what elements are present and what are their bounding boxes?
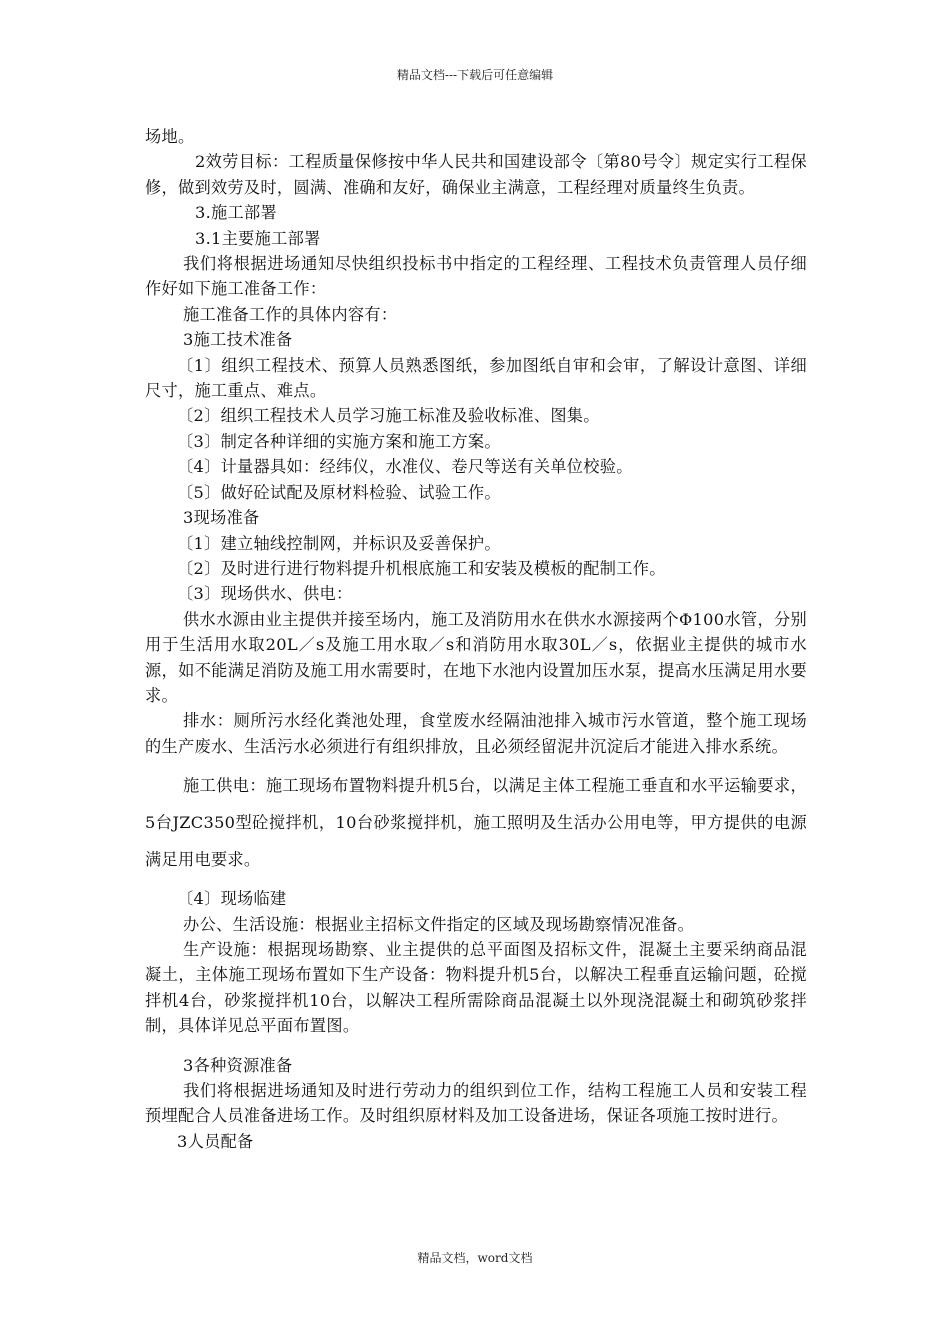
document-body	[145, 124, 807, 1154]
paragraph: 场地。	[145, 127, 195, 146]
page-footer: 精品文档，word文档	[417, 1251, 533, 1265]
list-item: 〔3〕制定各种详细的实施方案和施工方案。	[177, 431, 501, 451]
paragraph: 施工供电：施工现场布置物料提升机5台，以满足主体工程施工垂直和水平运输要求，5台JZC350型砼搅拌机，10台砂浆搅拌机，施工照明及生活办公用电等，甲方提供的电源满足用电要求。	[145, 776, 807, 870]
paragraph: 排水：厕所污水经化粪池处理，食堂废水经隔油池排入城市污水管道，整个施工现场的生产废水、生活污水必须进行有组织排放，且必须经留泥井沉淀后才能进入排水系统。	[145, 711, 807, 756]
section-heading: 3.1主要施工部署	[195, 228, 321, 248]
paragraph: 施工准备工作的具体内容有：	[183, 304, 398, 324]
section-heading: 〔4〕现场临建	[177, 889, 287, 909]
paragraph: 我们将根据进场通知尽快组织投标书中指定的工程经理、工程技术负责管理人员仔细作好如下施工准备工作：	[145, 254, 807, 299]
paragraph: 供水水源由业主提供并接至场内，施工及消防用水在供水水源接两个Φ100水管，分别用于生活用水取20L／s及施工用水取／s和消防用水取30L／s，依据业主提供的城市水源，如不能满足消防及施工用水需要时，在地下水池内设置加压水泵，提高水压满足用水要求。	[145, 609, 807, 705]
list-item: 〔4〕计量器具如：经纬仪，水准仪、卷尺等送有关单位校验。	[177, 457, 633, 477]
list-item: 〔5〕做好砼试配及原材料检验、试验工作。	[177, 482, 501, 502]
section-heading: 3各种资源准备	[183, 1055, 293, 1075]
page-header: 精品文档---下载后可任意编辑	[396, 68, 554, 82]
section-heading: 3.施工部署	[195, 203, 277, 223]
list-item: 〔1〕建立轴线控制网，并标识及妥善保护。	[177, 533, 501, 553]
section-heading: 3施工技术准备	[183, 330, 293, 350]
paragraph: 生产设施：根据现场勘察、业主提供的总平面图及招标文件，混凝土主要采纳商品混凝土，主体施工现场布置如下生产设备：物料提升机5台，以解决工程垂直运输问题，砼搅拌机4台，砂浆搅拌机10台，以解决工程所需除商品混凝土以外现浇混凝土和砌筑砂浆拌制，具体详见总平面布置图。	[145, 939, 807, 1036]
list-item: 〔3〕现场供水、供电：	[177, 584, 353, 604]
section-heading: 3现场准备	[183, 508, 260, 528]
paragraph: 我们将根据进场通知及时进行劳动力的组织到位工作，结构工程施工人员和安装工程预埋配合人员准备进场工作。及时组织原材料及加工设备进场，保证各项施工按时进行。	[145, 1081, 807, 1126]
section-heading: 3人员配备	[177, 1131, 254, 1151]
list-item: 〔2〕组织工程技术人员学习施工标准及验收标准、图集。	[177, 406, 600, 426]
paragraph: 2效劳目标：工程质量保修按中华人民共和国建设部令〔第80号令〕规定实行工程保修，做到效劳及时，圆满、准确和友好，确保业主满意，工程经理对质量终生负责。	[145, 152, 807, 197]
paragraph: 办公、生活设施：根据业主招标文件指定的区域及现场勘察情况准备。	[183, 914, 695, 934]
list-item: 〔1〕组织工程技术、预算人员熟悉图纸，参加图纸自审和会审，了解设计意图、详细尺寸，施工重点、难点。	[145, 355, 807, 401]
list-item: 〔2〕及时进行进行物料提升机根底施工和安装及模板的配制工作。	[177, 558, 666, 578]
